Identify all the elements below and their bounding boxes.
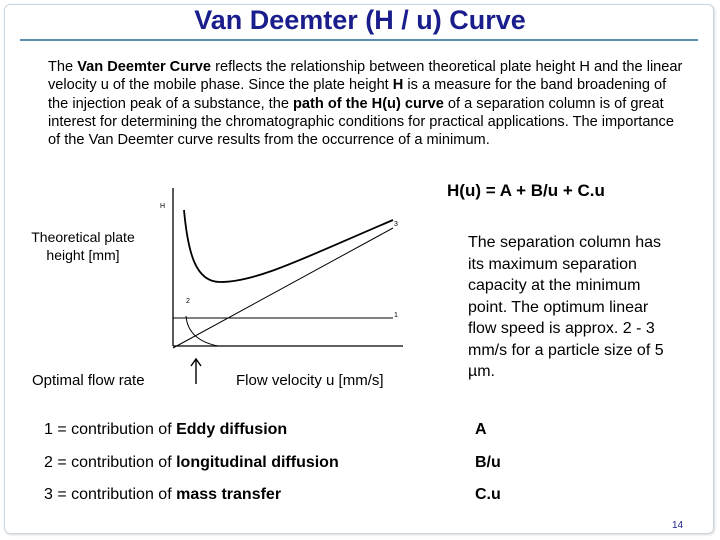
contribution-name: Eddy diffusion	[176, 421, 288, 438]
contribution-1	[44, 421, 287, 439]
curve-longitudinal-diffusion	[186, 316, 218, 346]
contribution-2	[44, 454, 339, 472]
term-a: A	[475, 421, 487, 438]
van-deemter-equation: H(u) = A + B/u + C.u	[447, 181, 605, 200]
contribution-prefix: 2 = contribution of	[44, 454, 177, 471]
contribution-prefix: 3 = contribution of	[44, 486, 177, 503]
page-number: 14	[672, 520, 684, 531]
graph-y-axis-letter: H	[160, 203, 166, 210]
contribution-name: mass transfer	[176, 486, 282, 503]
curve-mass-transfer	[173, 228, 393, 348]
term-c-u: C.u	[475, 486, 501, 503]
intro-bold-3: path of the H(u) curve	[293, 95, 444, 112]
van-deemter-graph	[148, 186, 408, 366]
curve-total-h	[184, 210, 393, 282]
title-divider	[20, 39, 698, 41]
curve-label-3: 3	[394, 221, 398, 228]
arrow-up-icon	[188, 357, 204, 385]
contribution-prefix: 1 = contribution of	[44, 421, 177, 438]
contribution-3	[44, 486, 281, 504]
curve-label-2: 2	[186, 298, 190, 305]
contribution-name: longitudinal diffusion	[176, 454, 339, 471]
intro-bold-2: H	[392, 77, 404, 94]
intro-paragraph	[48, 58, 688, 149]
optimal-flow-label: Optimal flow rate	[32, 372, 145, 389]
intro-text-2: reflects the relationship between theoretical plate height H and the linear velocity u of the mobile phase. Since the plate height	[48, 59, 683, 94]
intro-text-1: The	[48, 59, 78, 75]
intro-text-4: of a separation column is of great interest for determining the chromatographic conditions for practical applications. The importance of the Van Deemter curve results from the occurrence of a minimum.	[48, 95, 674, 149]
curve-label-1: 1	[394, 312, 398, 319]
term-b-over-u: B/u	[475, 454, 501, 471]
separation-note: The separation column has its maximum separation capacity at the minimum point. The optimum linear flow speed is approx. 2 - 3 mm/s for a particle size of 5 µm.	[468, 234, 664, 380]
intro-text-3: is a measure for the band broadening of the injection peak of a substance, the	[48, 77, 667, 112]
slide-title: Van Deemter (H / u) Curve	[194, 5, 526, 35]
y-axis-label: Theoretical plate height [mm]	[31, 229, 135, 263]
intro-bold-1: Van Deemter Curve	[77, 59, 212, 75]
flow-velocity-label: Flow velocity u [mm/s]	[236, 372, 384, 389]
